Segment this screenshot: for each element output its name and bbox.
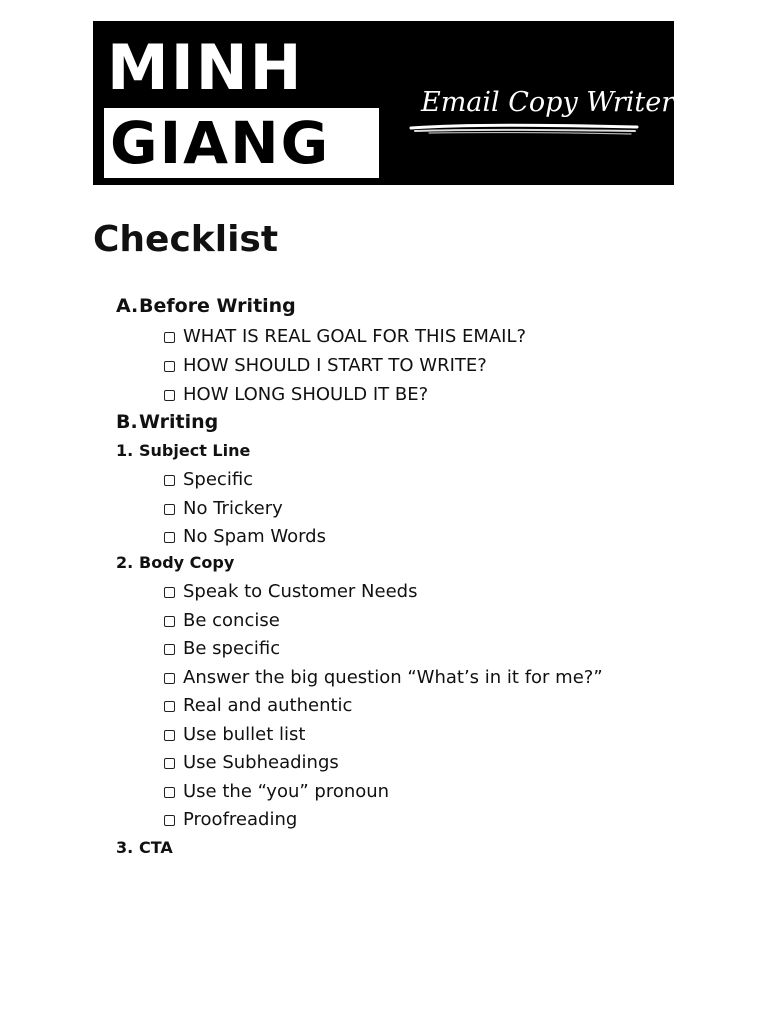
- section-marker: B.: [116, 411, 138, 433]
- checklist-item[interactable]: [164, 666, 603, 690]
- checkbox-icon[interactable]: [164, 616, 175, 627]
- checklist-item-label: Use Subheadings: [183, 752, 339, 773]
- checklist-item-label: Specific: [183, 469, 254, 490]
- checklist-item[interactable]: [164, 580, 417, 604]
- section-label: Writing: [139, 411, 219, 433]
- checklist-item[interactable]: [164, 497, 283, 521]
- subsection-marker: 1.: [116, 441, 134, 460]
- checklist-item[interactable]: [164, 354, 487, 378]
- checklist-item[interactable]: [164, 637, 280, 661]
- checkbox-icon[interactable]: [164, 644, 175, 655]
- checklist-item[interactable]: [164, 609, 280, 633]
- section-label: Before Writing: [139, 295, 296, 317]
- checklist-item-label: Be specific: [183, 638, 281, 659]
- checkbox-icon[interactable]: [164, 361, 175, 372]
- page-title: Checklist: [93, 219, 279, 260]
- subsection-heading-subject-line: [116, 440, 250, 462]
- section-marker: A.: [116, 295, 139, 317]
- checklist-item-label: Use the “you” pronoun: [183, 781, 390, 802]
- checkbox-icon[interactable]: [164, 504, 175, 515]
- subsection-label: Subject Line: [139, 441, 251, 460]
- section-heading-a: [116, 294, 296, 318]
- brush-stroke-underline: [409, 121, 641, 137]
- checkbox-icon[interactable]: [164, 701, 175, 712]
- logo-box: [104, 108, 379, 178]
- checklist-item-label: HOW SHOULD I START TO WRITE?: [183, 355, 487, 376]
- checklist-item-label: HOW LONG SHOULD IT BE?: [183, 384, 429, 405]
- checkbox-icon[interactable]: [164, 332, 175, 343]
- checklist-item-label: Real and authentic: [183, 695, 353, 716]
- checklist-item[interactable]: [164, 525, 326, 549]
- checklist-item-label: Speak to Customer Needs: [183, 581, 418, 602]
- checkbox-icon[interactable]: [164, 475, 175, 486]
- checkbox-icon[interactable]: [164, 730, 175, 741]
- subsection-label: CTA: [139, 838, 173, 857]
- checkbox-icon[interactable]: [164, 815, 175, 826]
- checkbox-icon[interactable]: [164, 532, 175, 543]
- subsection-heading-body-copy: [116, 552, 234, 574]
- subsection-heading-cta: [116, 837, 173, 859]
- checklist-item-label: Answer the big question “What’s in it for me?”: [183, 667, 603, 688]
- checklist-item-label: No Spam Words: [183, 526, 326, 547]
- subsection-marker: 3.: [116, 838, 134, 857]
- checklist-item[interactable]: [164, 723, 305, 747]
- checklist-item[interactable]: [164, 780, 389, 804]
- checklist-item-label: Use bullet list: [183, 724, 306, 745]
- checklist-item[interactable]: [164, 808, 297, 832]
- checklist-item-label: Be concise: [183, 610, 280, 631]
- checkbox-icon[interactable]: [164, 673, 175, 684]
- checklist-item[interactable]: [164, 751, 339, 775]
- checkbox-icon[interactable]: [164, 390, 175, 401]
- checklist-item-label: No Trickery: [183, 498, 283, 519]
- checklist-item[interactable]: [164, 383, 428, 407]
- subsection-marker: 2.: [116, 553, 134, 572]
- subsection-label: Body Copy: [139, 553, 235, 572]
- checkbox-icon[interactable]: [164, 587, 175, 598]
- checklist-item-label: Proofreading: [183, 809, 298, 830]
- checkbox-icon[interactable]: [164, 787, 175, 798]
- checklist-item[interactable]: [164, 694, 352, 718]
- section-heading-b: [116, 410, 218, 434]
- checklist-item-label: WHAT IS REAL GOAL FOR THIS EMAIL?: [183, 326, 527, 347]
- checklist-item[interactable]: [164, 468, 253, 492]
- checkbox-icon[interactable]: [164, 758, 175, 769]
- logo-line-1: MINH: [107, 31, 304, 104]
- header-banner: [93, 21, 674, 185]
- tagline: Email Copy Writer: [421, 87, 675, 118]
- logo-line-2: GIANG: [110, 109, 331, 177]
- checklist-item[interactable]: [164, 325, 526, 349]
